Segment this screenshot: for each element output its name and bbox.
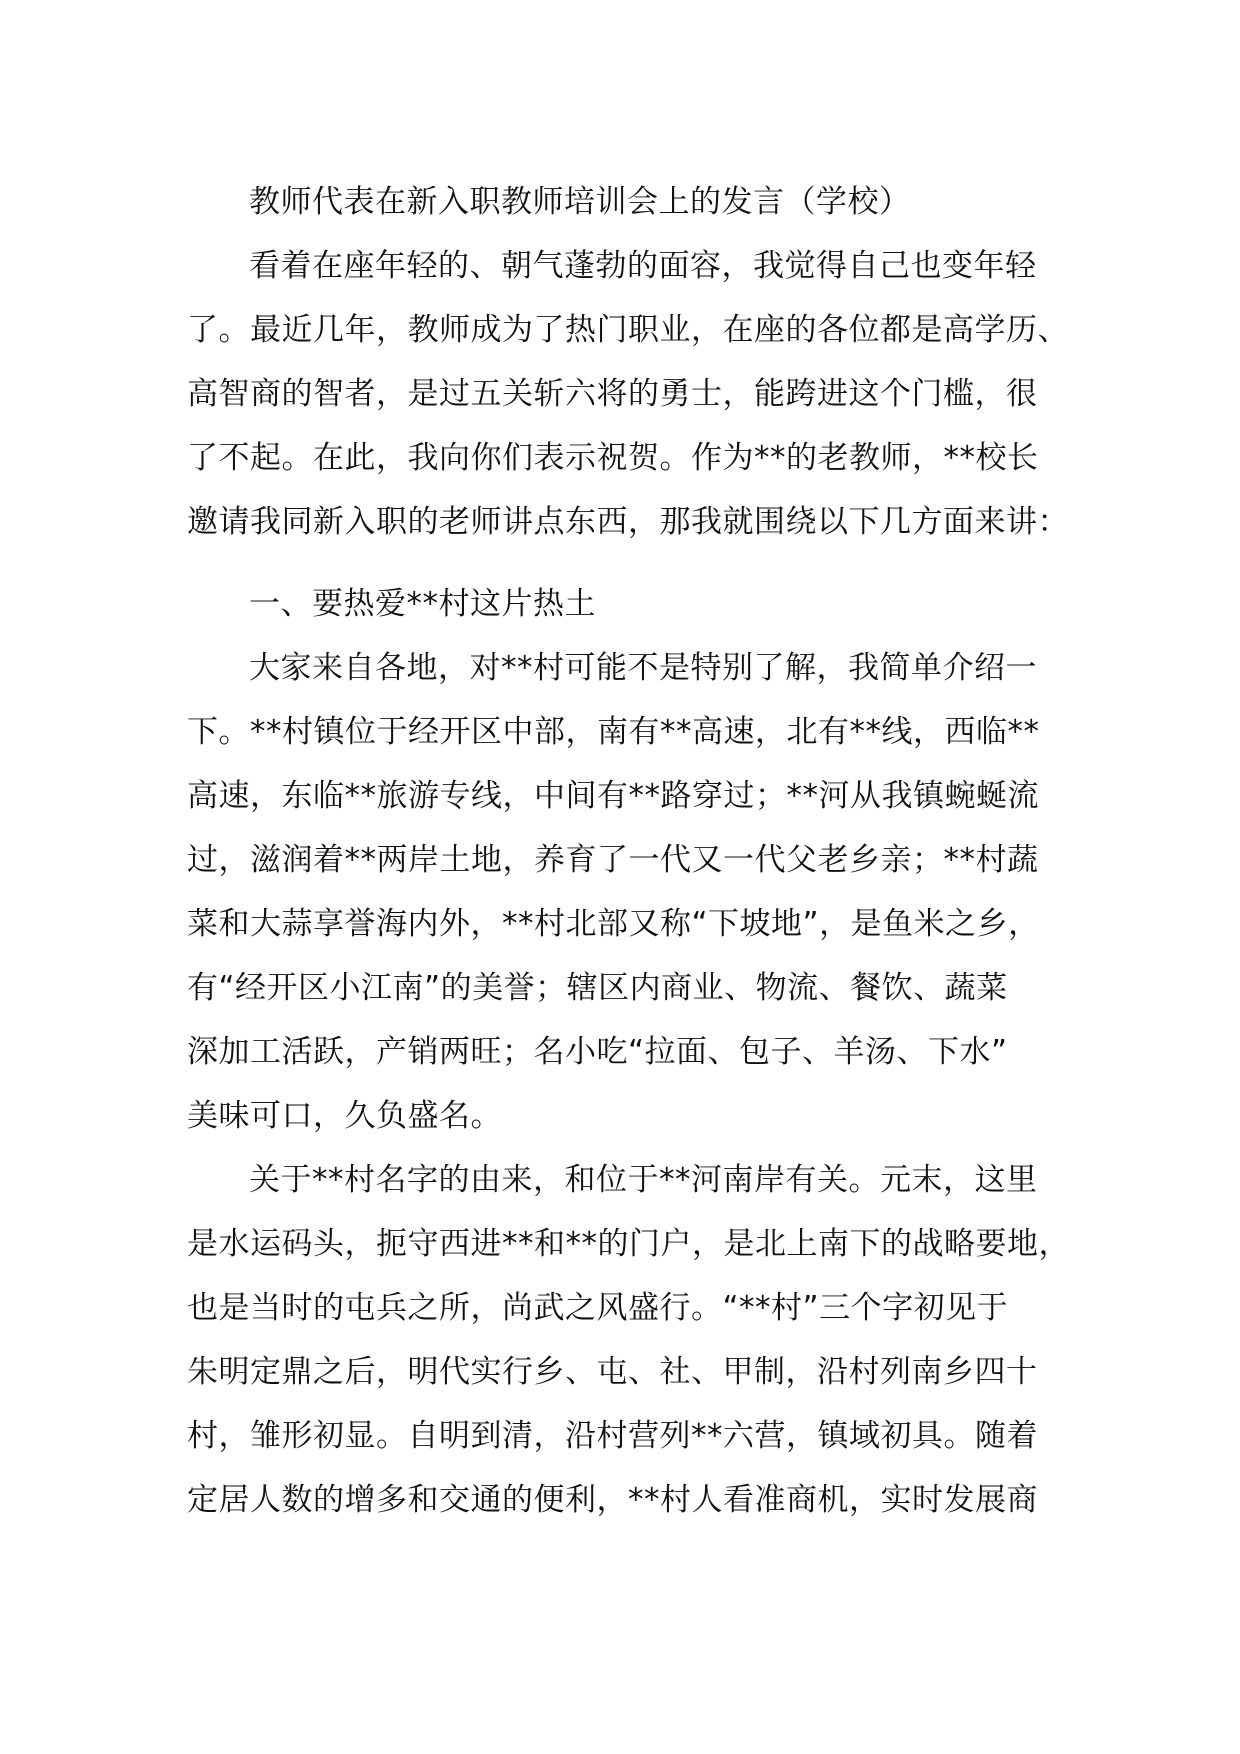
paragraph-line: 了不起。在此，我向你们表示祝贺。作为**的老教师，**校长 <box>187 440 1039 476</box>
paragraph-line: 了。最近几年，教师成为了热门职业，在座的各位都是高学历、 <box>187 312 1069 348</box>
paragraph-line: 也是当时的屯兵之所，尚武之风盛行。“**村”三个字初见于 <box>187 1290 1009 1326</box>
paragraph-line: 下。**村镇位于经开区中部，南有**高速，北有**线，西临** <box>187 714 1040 750</box>
intro-paragraph <box>187 234 1092 554</box>
paragraph-line: 关于**村名字的由来，和位于**河南岸有关。元末，这里 <box>249 1162 1038 1198</box>
paragraph-line: 是水运码头，扼守西进**和**的门户，是北上南下的战略要地， <box>187 1226 1070 1262</box>
section-spacer <box>187 554 1092 572</box>
paragraph-line: 高速，东临**旅游专线，中间有**路穿过；**河从我镇蜿蜒流 <box>187 778 1039 814</box>
section1-paragraph-2 <box>187 1148 1092 1532</box>
paragraph-line: 看着在座年轻的、朝气蓬勃的面容，我觉得自己也变年轻 <box>249 248 1037 284</box>
paragraph-line: 高智商的智者，是过五关斩六将的勇士，能跨进这个门槛，很 <box>187 376 1038 412</box>
section-heading: 一、要热爱**村这片热土 <box>249 586 596 622</box>
paragraph-line: 邀请我同新入职的老师讲点东西，那我就围绕以下几方面来讲： <box>187 504 1069 540</box>
paragraph-line: 村，雏形初显。自明到清，沿村营列**六营，镇域初具。随着 <box>187 1418 1038 1454</box>
document-body <box>187 170 1092 1532</box>
document-title: 教师代表在新入职教师培训会上的发言（学校） <box>249 184 911 220</box>
paragraph-line: 菜和大蒜享誉海内外，**村北部又称“下坡地”，是鱼米之乡， <box>187 906 1040 942</box>
paragraph-line: 过，滋润着**两岸土地，养育了一代又一代父老乡亲；**村蔬 <box>187 842 1039 878</box>
paragraph-line: 深加工活跃，产销两旺；名小吃“拉面、包子、羊汤、下水” <box>187 1034 1008 1070</box>
paragraph-line: 美味可口，久负盛名。 <box>187 1098 502 1134</box>
paragraph-line: 大家来自各地，对**村可能不是特别了解，我简单介绍一 <box>249 650 1037 686</box>
paragraph-line: 定居人数的增多和交通的便利，**村人看准商机，实时发展商 <box>187 1482 1038 1518</box>
paragraph-line: 朱明定鼎之后，明代实行乡、屯、社、甲制，沿村列南乡四十 <box>187 1354 1038 1390</box>
paragraph-line: 有“经开区小江南”的美誉；辖区内商业、物流、餐饮、蔬菜 <box>187 970 1008 1006</box>
section1-paragraph-1 <box>187 636 1092 1148</box>
